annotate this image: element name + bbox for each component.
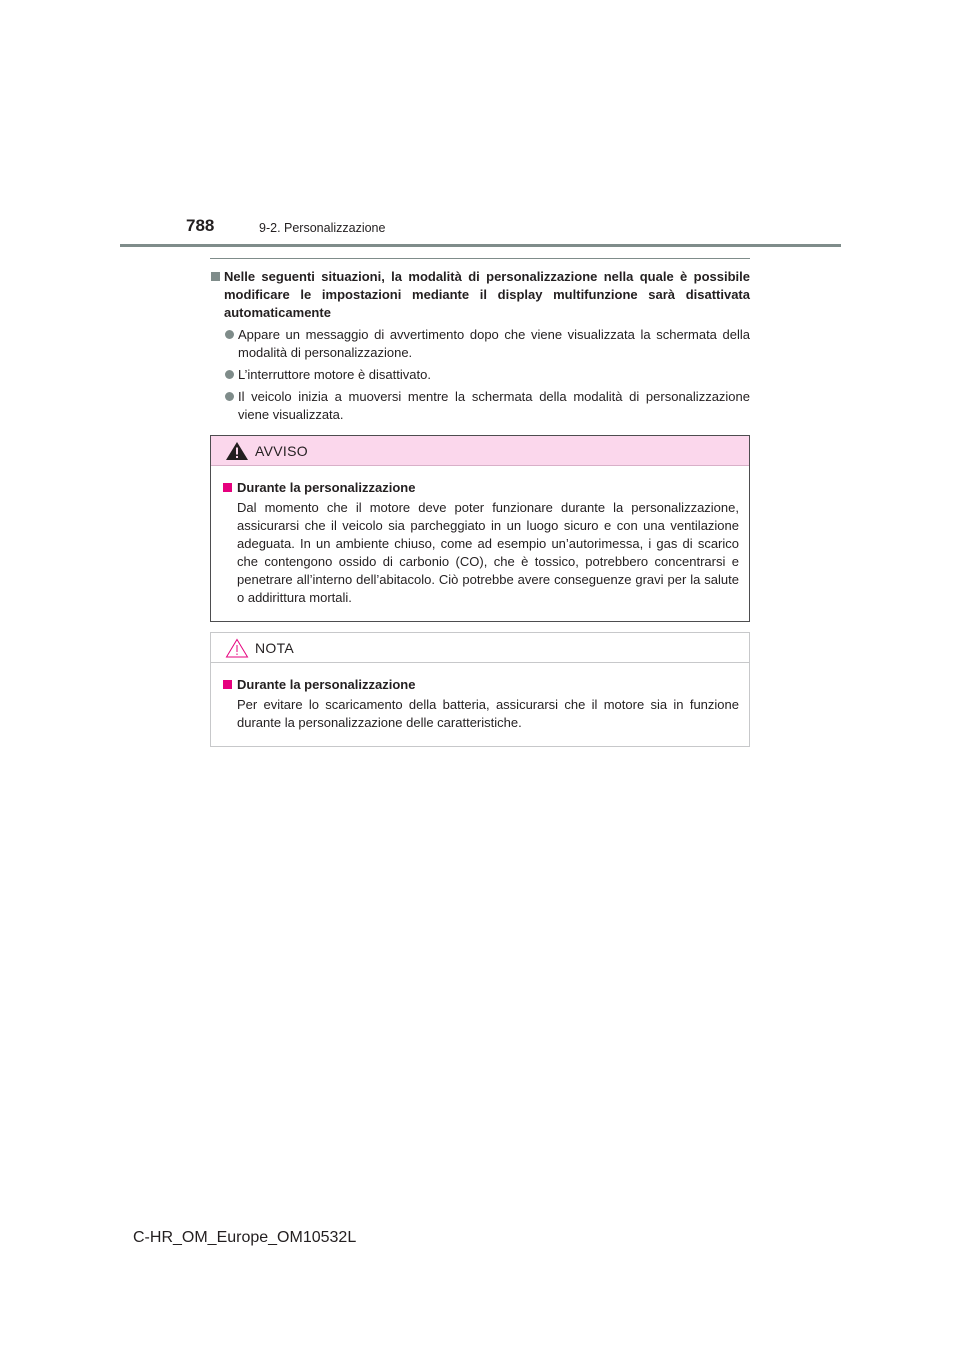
- intro-heading: [210, 268, 750, 322]
- avviso-title: AVVISO: [255, 443, 308, 459]
- list-item: [210, 326, 750, 362]
- square-bullet-icon: [223, 483, 232, 492]
- nota-box: [210, 632, 750, 747]
- document-code: C-HR_OM_Europe_OM10532L: [133, 1229, 357, 1246]
- section-title: 9-2. Personalizzazione: [259, 221, 386, 235]
- list-item: [210, 388, 750, 424]
- list-item-text: Il veicolo inizia a muoversi mentre la schermata della modalità di personalizzazione viene visualizzata.: [238, 389, 750, 422]
- dot-bullet-icon: [225, 392, 234, 401]
- avviso-subheading-text: Durante la personalizzazione: [237, 480, 416, 495]
- avviso-body: [211, 466, 749, 607]
- nota-text: Per evitare lo scaricamento della batteria, assicurarsi che il motore sia in funzione durante la personalizzazione delle caratteristiche.: [237, 697, 739, 730]
- square-bullet-icon: [223, 680, 232, 689]
- avviso-subheading: [222, 479, 739, 497]
- content-rule: [210, 258, 750, 259]
- header-rule: [120, 244, 841, 247]
- dot-bullet-icon: [225, 330, 234, 339]
- dot-bullet-icon: [225, 370, 234, 379]
- square-bullet-icon: [211, 272, 220, 281]
- warning-icon: [225, 441, 249, 461]
- caution-icon: [225, 638, 249, 658]
- avviso-header: [211, 436, 749, 466]
- nota-subheading: [222, 676, 739, 694]
- nota-body: [211, 663, 749, 732]
- nota-header: [211, 633, 749, 663]
- nota-title: NOTA: [255, 640, 295, 656]
- list-item-text: L’interruttore motore è disattivato.: [238, 367, 431, 382]
- avviso-text: Dal momento che il motore deve poter funzionare durante la personalizzazione, assicurarsi che il veicolo sia parcheggiato in un luogo sicuro e con una ventilazione adeguata. In un ambiente chiuso, come ad esempio un’autorimessa, i gas di scarico che contengono ossido di carbonio (CO), che è tossico, potrebbero concentrarsi e penetrare all’interno dell’abitacolo. Ciò potrebbe avere conseguenze gravi per la salute o addirittura mortali.: [237, 500, 739, 605]
- avviso-box: [210, 435, 750, 622]
- list-item: [210, 366, 750, 384]
- list-item-text: Appare un messaggio di avvertimento dopo che viene visualizzata la schermata della modalità di personalizzazione.: [238, 327, 750, 360]
- page-number: 788: [186, 216, 215, 235]
- intro-section: [210, 268, 750, 424]
- intro-heading-text: Nelle seguenti situazioni, la modalità di personalizzazione nella quale è possibile modificare le impostazioni mediante il display multifunzione sarà disattivata automaticamente: [224, 269, 750, 320]
- nota-subheading-text: Durante la personalizzazione: [237, 677, 416, 692]
